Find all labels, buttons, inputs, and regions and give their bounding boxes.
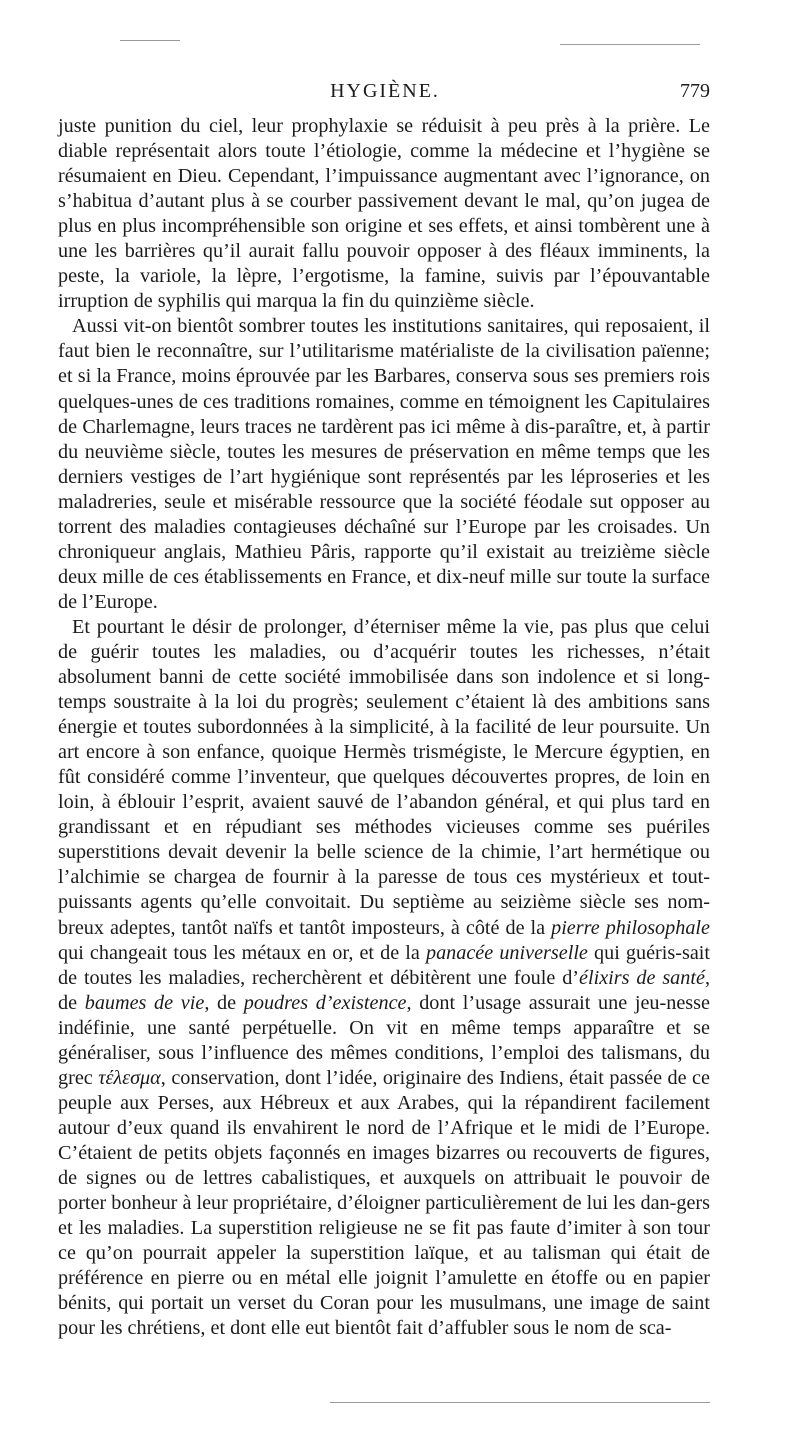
scan-mark [120, 40, 180, 41]
scan-mark [560, 44, 700, 45]
paragraph [58, 615, 710, 1341]
text-run: , conservation, dont l’idée, originaire des Indiens, était passée de ce peuple aux Perses, aux Hébreux et aux Arabes, qui la répandirent facilement autour d’eux quand ils envahirent le nord de l’Afrique et le midi de l’Europe. C’étaient de petits objets façonnés en images bizarres ou recouverts de figures, de signes ou de lettres cabalistiques, et auxquels on attribuait le pouvoir de porter bonheur à leur propriétaire, d’éloigner particulièrement de lui les dan-gers et les maladies. La superstition religieuse ne se fit pas faute d’imiter à son tour ce qu’on pourrait appeler la superstition laïque, et au talisman qui était de préférence en pierre ou en métal elle joignit l’amulette en étoffe ou en papier bénits, qui portait un verset du Coran pour les musulmans, une image de saint pour les chrétiens, et dont elle eut bientôt fait d’affubler sous le nom de sca- [58, 1066, 710, 1340]
italic-phrase: poudres d’existence [243, 991, 407, 1014]
italic-phrase: élixirs de santé [579, 966, 705, 989]
italic-phrase: panacée universelle [425, 941, 588, 964]
paragraph [58, 114, 710, 314]
text-run: qui changeait tous les métaux en or, et de la [58, 941, 426, 964]
paragraph [58, 314, 710, 615]
body-text [58, 114, 710, 1341]
text-run: , dont l’usage assurait une jeu-nesse indéfinie, une santé perpétuelle. On vit en même temps apparaître et se généraliser, sous l’influence des mêmes conditions, l’emploi des talismans, du grec [58, 991, 710, 1089]
text-run: juste punition du ciel, leur prophylaxie se réduisit à peu près à la prière. Le diable représentait alors toute l’étiologie, comme la médecine et l’hygiène se résumaient en Dieu. Cependant, l’impuissance augmentant avec l’ignorance, on s’habitua d’autant plus à se courber passivement devant le mal, qu’on jugea de plus en plus incompréhensible son origine et ses effets, et ainsi tombèrent une à une les barrières qu’il aurait fallu pouvoir opposer à des fléaux imminents, la peste, la variole, la lèpre, l’ergotisme, la famine, suivis par l’épouvantable irruption de syphilis qui marqua la fin du quinzième siècle. [58, 115, 710, 313]
running-title: HYGIÈNE. [330, 80, 440, 102]
page-number: 779 [680, 80, 710, 102]
italic-phrase: baumes de vie [84, 991, 205, 1014]
page-header [60, 80, 710, 110]
text-run: Aussi vit-on bientôt sombrer toutes les institutions sanitaires, qui reposaient, il faut bien le reconnaître, sur l’utilitarisme matérialiste de la civilisation païenne; et si la France, moins éprouvée par les Barbares, conserva sous ses premiers rois quelques-unes de ces traditions romaines, comme en témoignent les Capitulaires de Charlemagne, leurs traces ne tardèrent pas ici même à dis-paraître, et, à partir du neuvième siècle, toutes les mesures de préservation en même temps que les derniers vestiges de l’art hygiénique sont représentés par les léproseries et les maladreries, seule et misérable ressource que la société féodale sut opposer au torrent des maladies contagieuses déchaîné sur l’Europe par les croisades. Un chroniqueur anglais, Mathieu Pâris, rapporte qu’il existait au treizième siècle deux mille de ces établissements en France, et dix-neuf mille sur toute la surface de l’Europe. [58, 315, 710, 613]
text-run: qui guéris-sait de toutes les maladies, recherchèrent et débitèrent une foule d’ [58, 941, 711, 989]
italic-phrase: τέλεσμα [98, 1066, 161, 1089]
text-run: Et pourtant le désir de prolonger, d’éterniser même la vie, pas plus que celui de guérir toutes les maladies, ou d’acquérir toutes les richesses, n’était absolument banni de cette société immobilisée dans son indolence et si long-temps soustraite à la loi du progrès; seulement c’étaient là des ambitions sans énergie et toutes subordonnées à la simplicité, à la facilité de leur poursuite. Un art encore à son enfance, quoique Hermès trismégiste, le Mercure égyptien, en fût considéré comme l’inventeur, que quelques découvertes propres, de loin en loin, à éblouir l’esprit, avaient sauvé de l’abandon général, et qui plus tard en grandissant et en répudiant ses méthodes vicieuses comme ses puériles superstitions devait devenir la belle science de la chimie, l’art hermétique ou l’alchimie se chargea de fournir à la paresse de tous ces mystérieux et tout-puissants agents qu’elle convoitait. Du septième au seizième siècle ses nom-breux adeptes, tantôt naïfs et tantôt imposteurs, à côté de la [58, 615, 710, 939]
scan-mark [330, 1402, 710, 1403]
text-run: , de [204, 991, 244, 1014]
text-run: , de [58, 966, 710, 1014]
italic-phrase: pierre philosophale [551, 916, 710, 939]
